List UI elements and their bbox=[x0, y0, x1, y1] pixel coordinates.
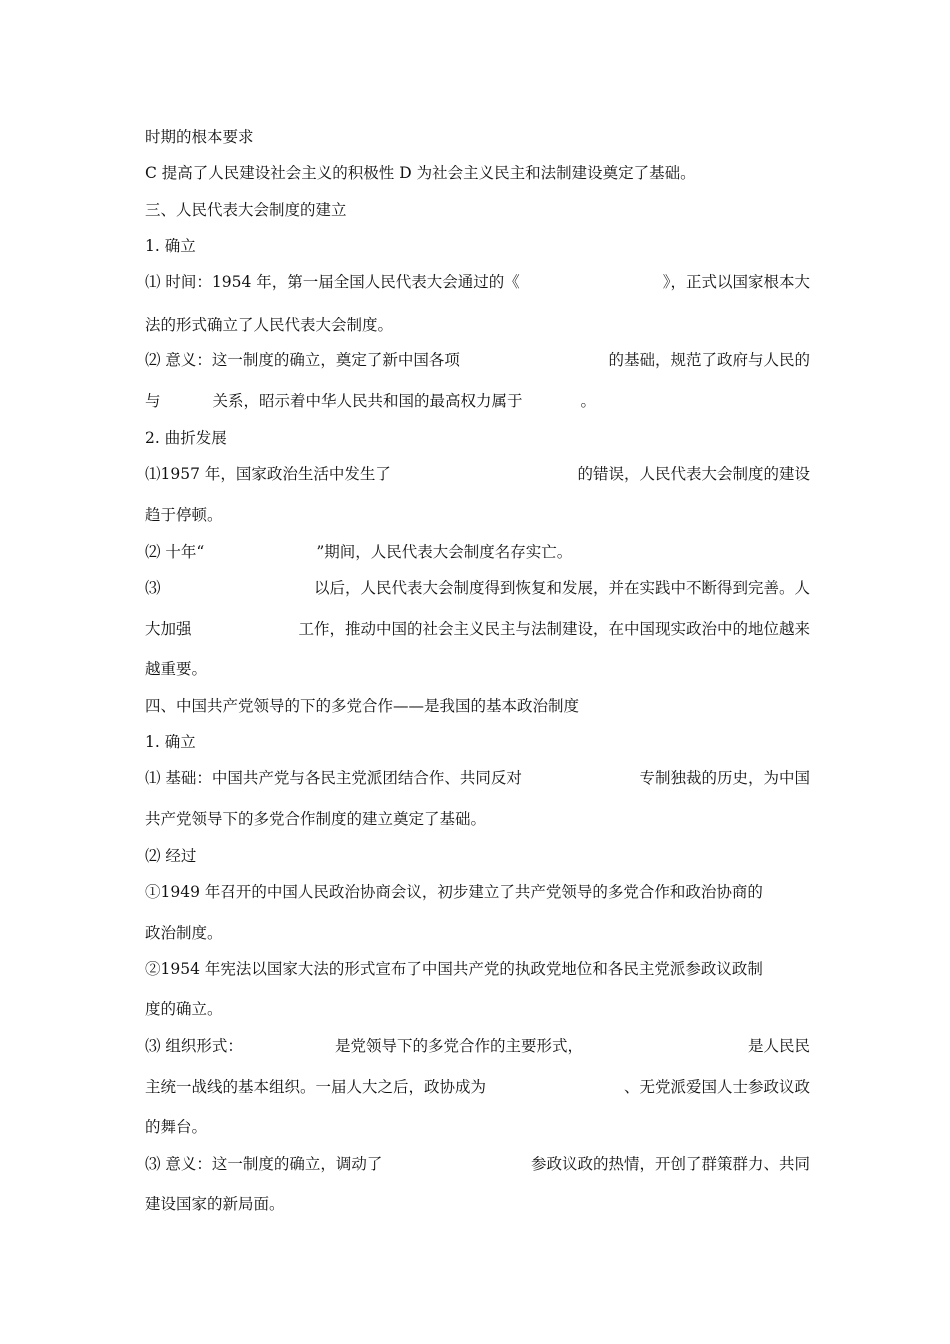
text: 专制独裁的历史，为中国 bbox=[639, 769, 810, 787]
text: ②1954 年宪法以国家大法的形式宣布了中国共产党的执政党地位和各民主党派参政议政制 bbox=[145, 960, 763, 978]
text: ⑵ 十年“ bbox=[145, 543, 205, 561]
text: 工作，推动中国的社会主义民主与法制建设，在中国现实政治中的地位越来 bbox=[298, 620, 810, 638]
text: 趋于停顿。 bbox=[145, 506, 223, 524]
text: 的基础，规范了政府与人民的 bbox=[608, 351, 810, 369]
text: ⑶ bbox=[145, 579, 161, 597]
text-line bbox=[145, 882, 810, 902]
text: ⑵ 经过 bbox=[145, 847, 197, 865]
text: ”期间，人民代表大会制度名存实亡。 bbox=[316, 543, 573, 561]
text-line bbox=[145, 464, 810, 484]
text: 。 bbox=[580, 392, 597, 410]
text: 2. 曲折发展 bbox=[145, 429, 227, 447]
text: ⑴1957 年，国家政治生活中发生了 bbox=[145, 465, 391, 483]
text-line bbox=[145, 619, 810, 639]
text: 是人民民 bbox=[747, 1037, 810, 1055]
text-line bbox=[145, 1036, 810, 1056]
text: 时期的根本要求 bbox=[145, 128, 254, 146]
text: ⑵ 意义：这一制度的确立，奠定了新中国各项 bbox=[145, 351, 460, 369]
text: ⑶ 意义：这一制度的确立，调动了 bbox=[145, 1155, 383, 1173]
section-heading bbox=[145, 200, 810, 220]
text-line bbox=[145, 959, 810, 979]
subsection-heading bbox=[145, 236, 810, 256]
text-line bbox=[145, 1117, 810, 1137]
text: 建设国家的新局面。 bbox=[145, 1195, 285, 1213]
text: 四、中国共产党领导的下的多党合作——是我国的基本政治制度 bbox=[145, 697, 580, 715]
text: 1. 确立 bbox=[145, 237, 196, 255]
text-line bbox=[145, 768, 810, 788]
text-line bbox=[145, 809, 810, 829]
text: 是党领导下的多党合作的主要形式， bbox=[334, 1037, 583, 1055]
text: 与 bbox=[145, 392, 161, 410]
text: 1. 确立 bbox=[145, 733, 196, 751]
text-line bbox=[145, 350, 810, 370]
subsection-heading bbox=[145, 428, 810, 448]
text: 主统一战线的基本组织。一届人大之后，政协成为 bbox=[145, 1078, 487, 1096]
text-line bbox=[145, 505, 810, 525]
text-line bbox=[145, 999, 810, 1019]
text: ①1949 年召开的中国人民政治协商会议，初步建立了共产党领导的多党合作和政治协商的 bbox=[145, 883, 763, 901]
text-line bbox=[145, 542, 810, 562]
text-line bbox=[145, 315, 810, 335]
text-line bbox=[145, 846, 810, 866]
text-line bbox=[145, 163, 810, 183]
text: 大加强 bbox=[145, 620, 192, 638]
text: 、无党派爱国人士参政议政 bbox=[623, 1078, 810, 1096]
text-line bbox=[145, 1077, 810, 1097]
text: 以后，人民代表大会制度得到恢复和发展，并在实践中不断得到完善。人 bbox=[313, 579, 810, 597]
text-line bbox=[145, 1154, 810, 1174]
text: C 提高了人民建设社会主义的积极性 D 为社会主义民主和法制建设奠定了基础。 bbox=[145, 164, 696, 182]
text-line bbox=[145, 391, 810, 411]
text-line bbox=[145, 659, 810, 679]
text-line bbox=[145, 578, 810, 598]
text: 的错误，人民代表大会制度的建设 bbox=[577, 465, 810, 483]
text: 的舞台。 bbox=[145, 1118, 208, 1136]
text: 度的确立。 bbox=[145, 1000, 223, 1018]
section-heading bbox=[145, 696, 810, 716]
text: 》，正式以国家根本大 bbox=[662, 273, 810, 291]
text: ⑴ 时间：1954 年，第一届全国人民代表大会通过的《 bbox=[145, 273, 520, 291]
text-line bbox=[145, 1194, 810, 1214]
text-line bbox=[145, 272, 810, 292]
text: 法的形式确立了人民代表大会制度。 bbox=[145, 316, 394, 334]
text: 共产党领导下的多党合作制度的建立奠定了基础。 bbox=[145, 810, 487, 828]
text-line bbox=[145, 923, 810, 943]
text: 关系，昭示着中华人民共和国的最高权力属于 bbox=[212, 392, 523, 410]
text-line bbox=[145, 127, 810, 147]
text: 参政议政的热情，开创了群策群力、共同 bbox=[530, 1155, 810, 1173]
text: 越重要。 bbox=[145, 660, 208, 678]
subsection-heading bbox=[145, 732, 810, 752]
text: ⑶ 组织形式： bbox=[145, 1037, 243, 1055]
text: 政治制度。 bbox=[145, 924, 223, 942]
text: ⑴ 基础：中国共产党与各民主党派团结合作、共同反对 bbox=[145, 769, 522, 787]
text: 三、人民代表大会制度的建立 bbox=[145, 201, 347, 219]
